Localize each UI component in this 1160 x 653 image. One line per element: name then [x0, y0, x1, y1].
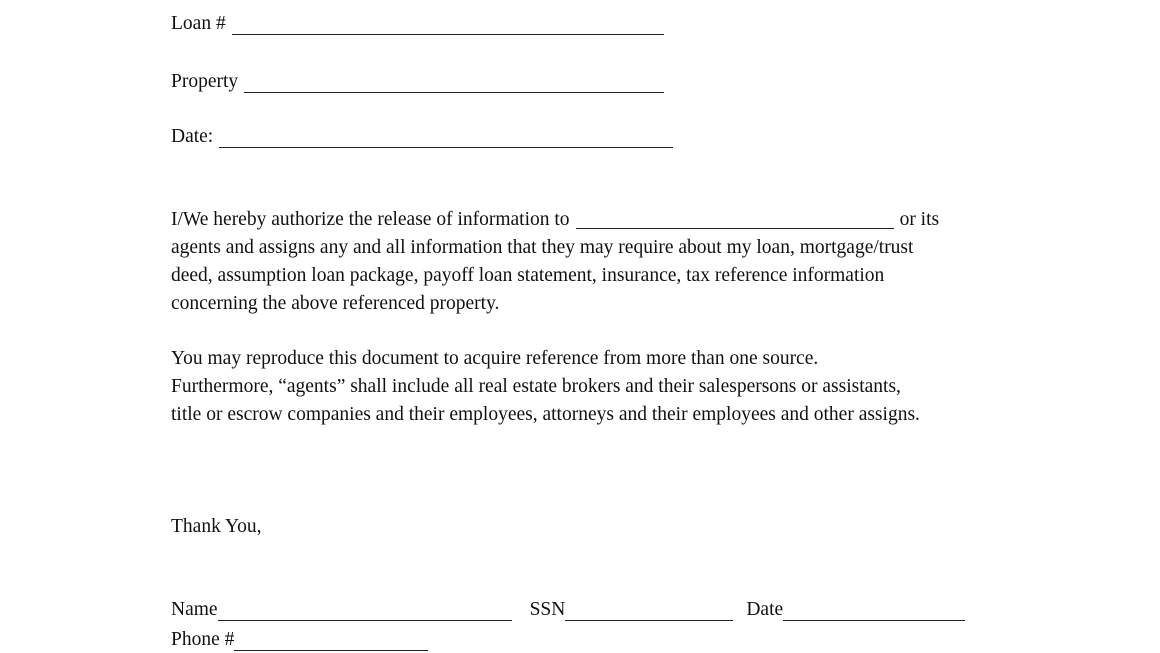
authorization-line-1	[171, 206, 939, 234]
signature-row	[171, 599, 965, 621]
property-label: Property	[171, 71, 239, 92]
reproduction-line-3: title or escrow companies and their employees, attorneys and their employees and other assigns.	[171, 404, 920, 425]
authorization-line-2: agents and assigns any and all information that they may require about my loan, mortgage/trust	[171, 237, 914, 258]
reproduction-line-2: Furthermore, “agents” shall include all real estate brokers and their salespersons or assistants,	[171, 376, 901, 397]
signature-date-label: Date	[746, 599, 784, 620]
closing-text: Thank You,	[171, 516, 262, 537]
loan-number-blank[interactable]	[232, 16, 664, 35]
name-blank[interactable]	[218, 602, 512, 621]
reproduction-paragraph	[171, 345, 920, 429]
reproduction-line-1: You may reproduce this document to acquire reference from more than one source.	[171, 348, 819, 369]
loan-number-label: Loan #	[171, 13, 226, 34]
date-label: Date:	[171, 126, 214, 147]
authorization-text-end: or its	[899, 209, 940, 230]
date-blank[interactable]	[219, 129, 673, 148]
date-field	[171, 126, 673, 148]
authorization-paragraph	[171, 206, 939, 318]
authorization-text-start: I/We hereby authorize the release of information to	[171, 209, 570, 230]
signature-date-blank[interactable]	[783, 602, 965, 621]
authorization-line-3: deed, assumption loan package, payoff loan statement, insurance, tax reference information	[171, 265, 885, 286]
property-field	[171, 71, 664, 93]
loan-number-field	[171, 13, 664, 35]
phone-row	[171, 629, 428, 651]
ssn-label: SSN	[529, 599, 566, 620]
ssn-blank[interactable]	[565, 602, 733, 621]
phone-blank[interactable]	[234, 632, 428, 651]
property-blank[interactable]	[244, 74, 664, 93]
phone-label: Phone #	[171, 629, 235, 650]
recipient-blank[interactable]	[576, 210, 894, 229]
name-label: Name	[171, 599, 218, 620]
authorization-line-4: concerning the above referenced property.	[171, 293, 500, 314]
